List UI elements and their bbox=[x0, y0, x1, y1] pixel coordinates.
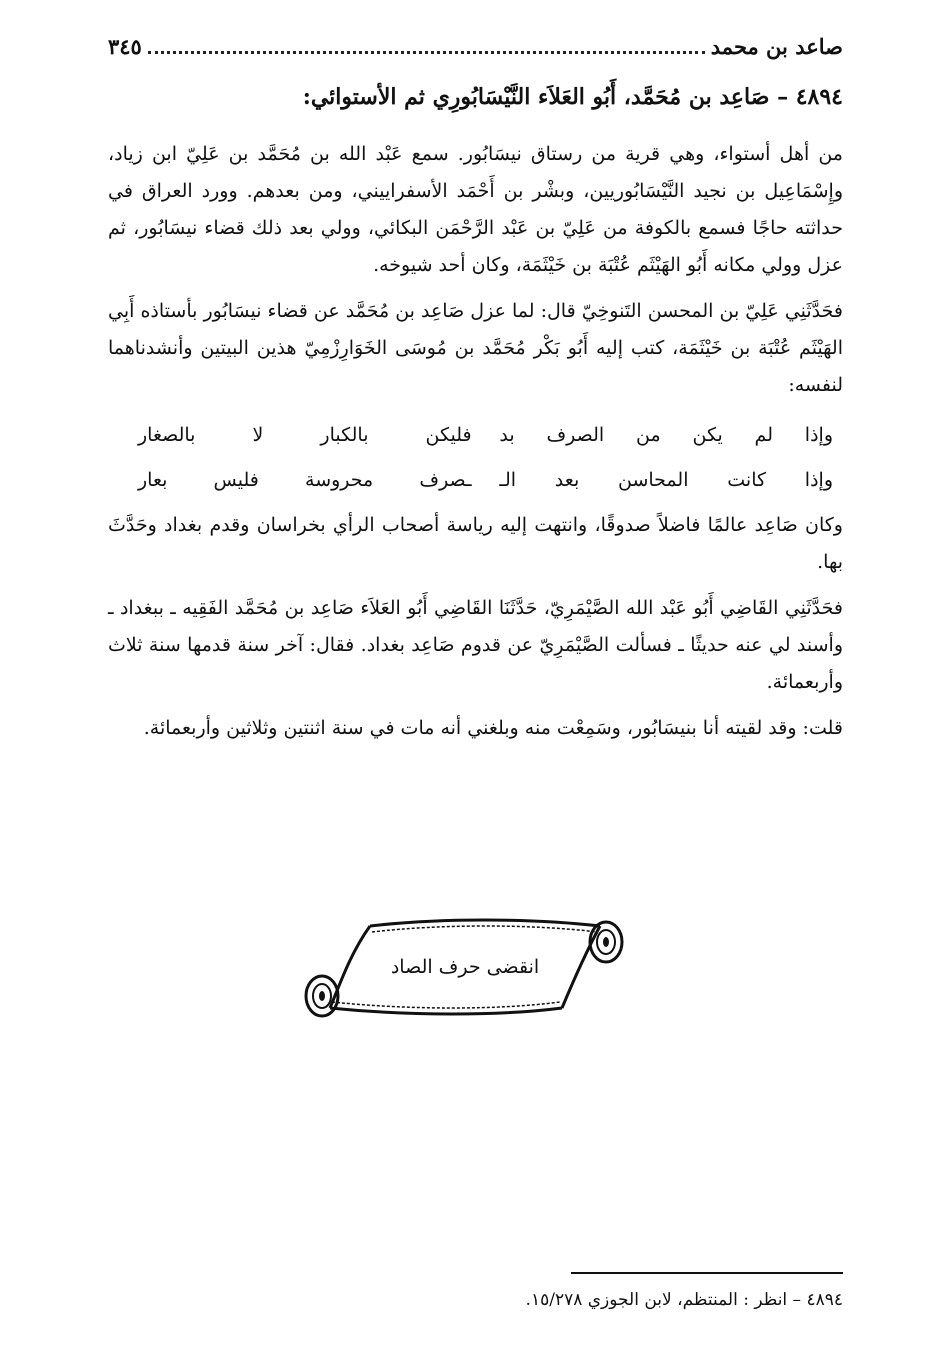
ornament-caption: انقضى حرف الصاد bbox=[390, 956, 540, 978]
verse-second-hemistich: ـصرف محروسة فليس بعار bbox=[138, 469, 472, 491]
footnote: ٤٨٩٤ – انظر : المنتظم، لابن الجوزي ١٥/٢٧٨. bbox=[525, 1290, 843, 1310]
end-of-letter-ornament bbox=[300, 914, 630, 1026]
verse-first-hemistich: وإذا كانت المحاسن بعد الـ bbox=[499, 469, 833, 491]
poem bbox=[108, 413, 843, 503]
entry-title: ٤٨٩٤ – صَاعِد بن مُحَمَّد، أَبُو العَلاَء النَّيْسَابُورِي ثم الأستوائي: bbox=[302, 84, 843, 110]
paragraph-status: وكان صَاعِد عالمًا فاضلاً صدوقًا، وانتهت إليه رياسة أصحاب الرأي بخراسان وقدم بغداد وحَدَّثَ بها. bbox=[108, 514, 843, 573]
verse-first-hemistich: وإذا لم يكن من الصرف بد bbox=[499, 424, 833, 446]
book-page bbox=[108, 34, 843, 1334]
verse-second-hemistich: فليكن بالكبار لا بالصغار bbox=[138, 424, 472, 446]
paragraph-saymari: فحَدَّثَنِي القَاضِي أَبُو عَبْد الله الصَّيْمَرِيّ، حَدَّثَنَا القَاضِي أَبُو العَلاَء صَاعِد بن مُحَمَّد الفَقِيه ـ ببغداد ـ وأسند لي عنه حديثًا ـ فسألت الصَّيْمَرِيّ عن قدوم صَاعِد بغداد. فقال: آخر سنة قدمها سنة ثلاث وأربعمائة. bbox=[108, 597, 843, 693]
header-leader-dots bbox=[148, 35, 705, 54]
paragraph-author-note: قلت: وقد لقيته أنا بنيسَابُور، وسَمِعْت منه وبلغني أنه مات في سنة اثنتين وثلاثين وأربعمائة. bbox=[143, 717, 843, 739]
paragraph-narration: فحَدَّثَنِي عَلِيّ بن المحسن التَنوخِيّ قال: لما عزل صَاعِد بن مُحَمَّد عن قضاء نيسَابُور بأستاذه أَبِي الهَيْثَم عُتْبَة بن خَيْثَمَة، كتب إليه أَبُو بَكْر مُحَمَّد بن مُوسَى الخَوَارِزْمِيّ هذين البيتين وأنشدناهما لنفسه: bbox=[108, 300, 843, 396]
running-title: صاعد بن محمد bbox=[710, 34, 843, 59]
paragraph-biography: من أهل أستواء، وهي قرية من رستاق نيسَابُور. سمع عَبْد الله بن مُحَمَّد بن عَلِيّ ابن زياد، وإِسْمَاعِيل بن نجيد النَّيْسَابُوريين، وبشْر بن أَحْمَد الأسفراييني، ومن بعدهم. وورد العراق في حداثته حاجًا فسمع بالكوفة من عَلِيّ بن عَبْد الرَّحْمَن البكائي، وولي بعد ذلك قضاء نيسَابُور، ثم عزل وولي مكانه أَبُو الهَيْثَم عُتْبَة بن خَيْثَمَة، وكان أحد شيوخه. bbox=[108, 143, 843, 276]
entry-body bbox=[108, 136, 843, 756]
verse-line bbox=[108, 458, 843, 503]
running-header bbox=[108, 34, 843, 68]
page-number: ٣٤٥ bbox=[108, 34, 142, 59]
footnote-divider bbox=[571, 1272, 843, 1274]
verse-line bbox=[108, 413, 843, 458]
